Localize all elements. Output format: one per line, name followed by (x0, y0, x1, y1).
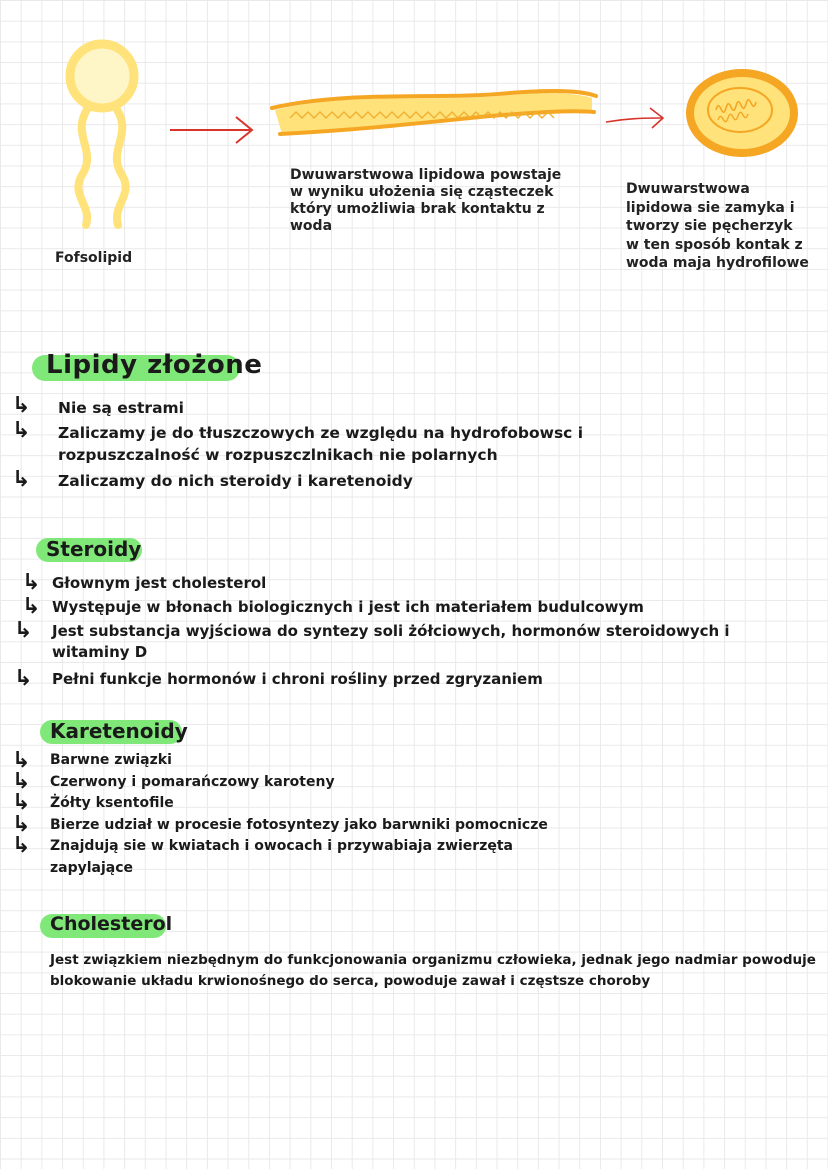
bullet-arrow-icon: ↳ (14, 666, 33, 691)
karetenoidy-item-4: Bierze udział w procesie fotosyntezy jako barwniki pomocnicze (50, 816, 548, 833)
bullet-arrow-icon: ↳ (12, 418, 31, 443)
steroidy-item-2: Występuje w błonach biologicznych i jest ich materiałem budulcowym (52, 598, 644, 616)
section-title-karetenoidy: Karetenoidy (50, 719, 188, 743)
bullet-arrow-icon: ↳ (12, 790, 31, 815)
karetenoidy-item-3: Żółty ksentofile (50, 795, 174, 811)
karetenoidy-item-5-cont: zapylające (50, 859, 134, 876)
steroidy-item-3: Jest substancja wyjściowa do syntezy soli żółciowych, hormonów steroidowych i witaminy D (52, 622, 730, 661)
karetenoidy-item-2: Czerwony i pomarańczowy karoteny (50, 773, 335, 790)
vesicle-drawing (690, 73, 794, 153)
lipidy-item-3: Zaliczamy do nich steroidy i karetenoidy (58, 472, 413, 490)
bullet-arrow-icon: ↳ (12, 833, 31, 858)
bullet-arrow-icon: ↳ (12, 769, 31, 794)
steroidy-item-1: Głownym jest cholesterol (52, 574, 267, 592)
bilayer-caption: Dwuwarstwowa lipidowa powstaje w wyniku ułożenia się cząsteczek który umożliwia brak kontaktu z woda (290, 167, 562, 234)
bullet-arrow-icon: ↳ (22, 594, 41, 619)
lipidy-item-1: Nie są estrami (58, 399, 184, 417)
bullet-arrow-icon: ↳ (12, 812, 31, 837)
steroidy-item-4: Pełni funkcje hormonów i chroni rośliny przed zgryzaniem (52, 670, 543, 688)
karetenoidy-list (50, 750, 548, 879)
arrow-right-icon (170, 117, 252, 143)
bullet-arrow-icon: ↳ (14, 618, 33, 643)
arrow-right-icon-2 (606, 108, 663, 128)
bilayer-drawing (272, 91, 596, 134)
karetenoidy-item-5: Znajdują sie w kwiatach i owocach i przywabiaja zwierzęta (50, 838, 513, 854)
section-title-steroidy: Steroidy (46, 537, 142, 561)
lipidy-item-2: Zaliczamy je do tłuszczowych ze względu na hydrofobowsc i rozpuszczalność w rozpuszczlnikach nie polarnych (58, 424, 584, 464)
phospholipid-drawing (70, 44, 134, 225)
cholesterol-text: Jest związkiem niezbędnym do funkcjonowania organizmu człowieka, jednak jego nadmiar powoduje blokowanie układu krwionośnego do serca, powoduje zawał i częstsze choroby (50, 952, 816, 989)
section-title-lipidy: Lipidy złożone (46, 350, 263, 380)
bullet-arrow-icon: ↳ (12, 748, 31, 773)
bullet-arrow-icon: ↳ (22, 570, 41, 595)
vesicle-caption: Dwuwarstwowa lipidowa sie zamyka i tworzy sie pęcherzyk w ten sposób kontak z woda maja hydrofilowe (626, 181, 809, 271)
phospholipid-label: Fofsolipid (55, 250, 133, 266)
bullet-arrow-icon: ↳ (12, 393, 31, 418)
section-title-cholesterol: Cholesterol (50, 913, 173, 935)
karetenoidy-item-1: Barwne związki (50, 752, 172, 768)
bullet-arrow-icon: ↳ (12, 467, 31, 492)
